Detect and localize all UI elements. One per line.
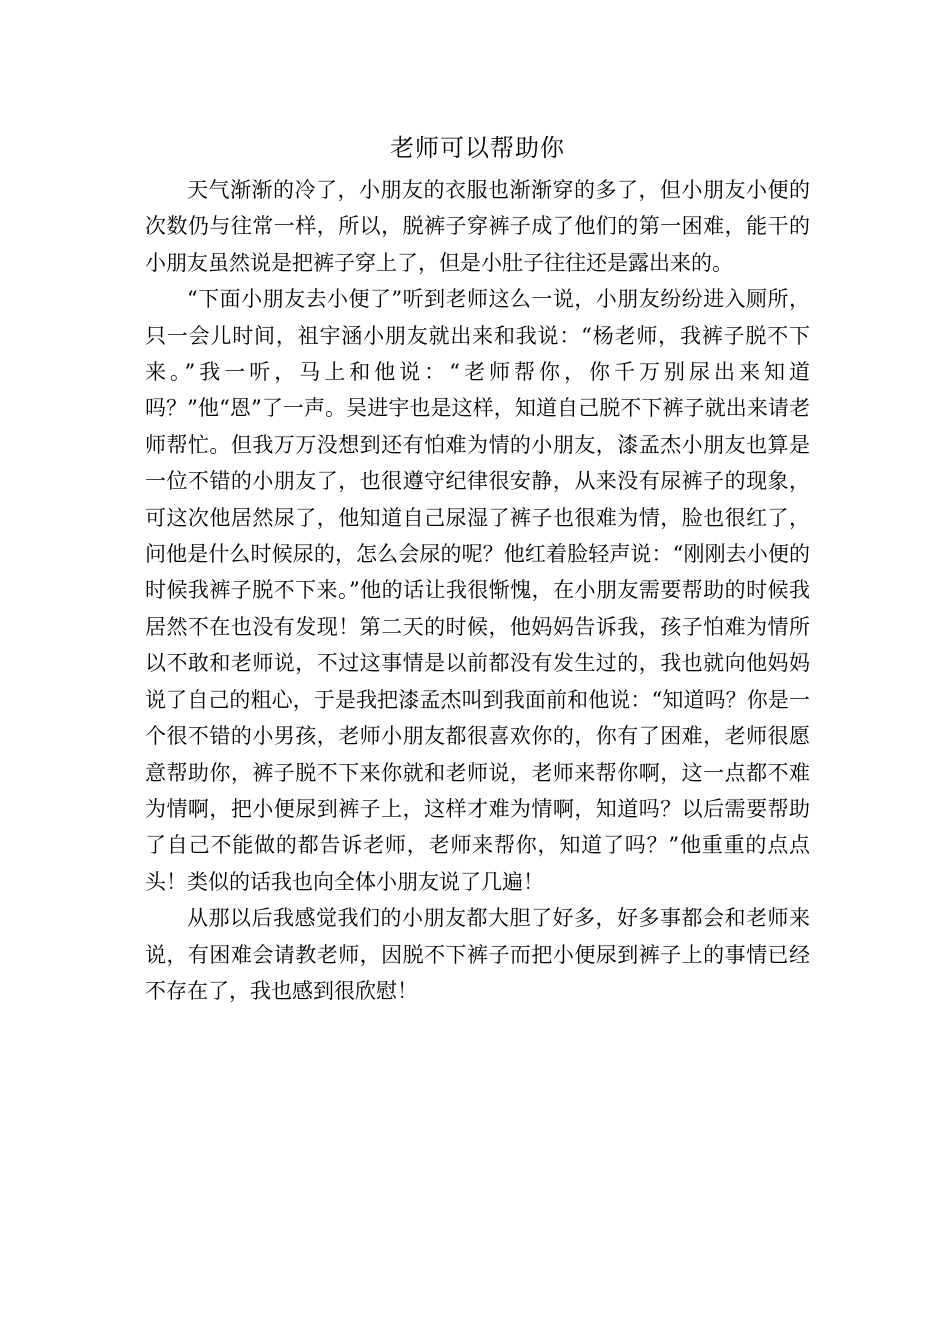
document-title: 老师可以帮助你 bbox=[390, 134, 565, 162]
paragraph-3: 从那以后我感觉我们的小朋友都大胆了好多，好多事都会和老师来说，有困难会请教老师，因脱不下裤子而把小便尿到裤子上的事情已经不存在了，我也感到很欣慰！ bbox=[145, 906, 810, 1003]
document-page bbox=[145, 128, 810, 1009]
paragraph-1: 天气渐渐的冷了，小朋友的衣服也渐渐穿的多了，但小朋友小便的次数仍与往常一样，所以，脱裤子穿裤子成了他们的第一困难，能干的小朋友虽然说是把裤子穿上了，但是小肚子往往还是露出来的。 bbox=[145, 178, 810, 275]
paragraph-2: “下面小朋友去小便了”听到老师这么一说，小朋友纷纷进入厕所，只一会儿时间，祖宇涵小朋友就出来和我说：“杨老师，我裤子脱不下来。”我一听，马上和他说：“老师帮你，你千万别尿出来知道吗？”他“恩”了一声。吴进宇也是这样，知道自己脱不下裤子就出来请老师帮忙。但我万万没想到还有怕难为情的小朋友，漆孟杰小朋友也算是一位不错的小朋友了，也很遵守纪律很安静，从来没有尿裤子的现象，可这次他居然尿了，他知道自己尿湿了裤子也很难为情，脸也很红了，问他是什么时候尿的，怎么会尿的呢？他红着脸轻声说：“刚刚去小便的时候我裤子脱不下来。”他的话让我很惭愧，在小朋友需要帮助的时候我居然不在也没有发现！第二天的时候，他妈妈告诉我，孩子怕难为情所以不敢和老师说，不过这事情是以前都没有发生过的，我也就向他妈妈说了自己的粗心，于是我把漆孟杰叫到我面前和他说：“知道吗？你是一个很不错的小男孩，老师小朋友都很喜欢你的，你有了困难，老师很愿意帮助你，裤子脱不下来你就和老师说，老师来帮你啊，这一点都不难为情啊，把小便尿到裤子上，这样才难为情啊，知道吗？以后需要帮助了自己不能做的都告诉老师，老师来帮你，知道了吗？”他重重的点点头！类似的话我也向全体小朋友说了几遍！ bbox=[145, 287, 810, 894]
